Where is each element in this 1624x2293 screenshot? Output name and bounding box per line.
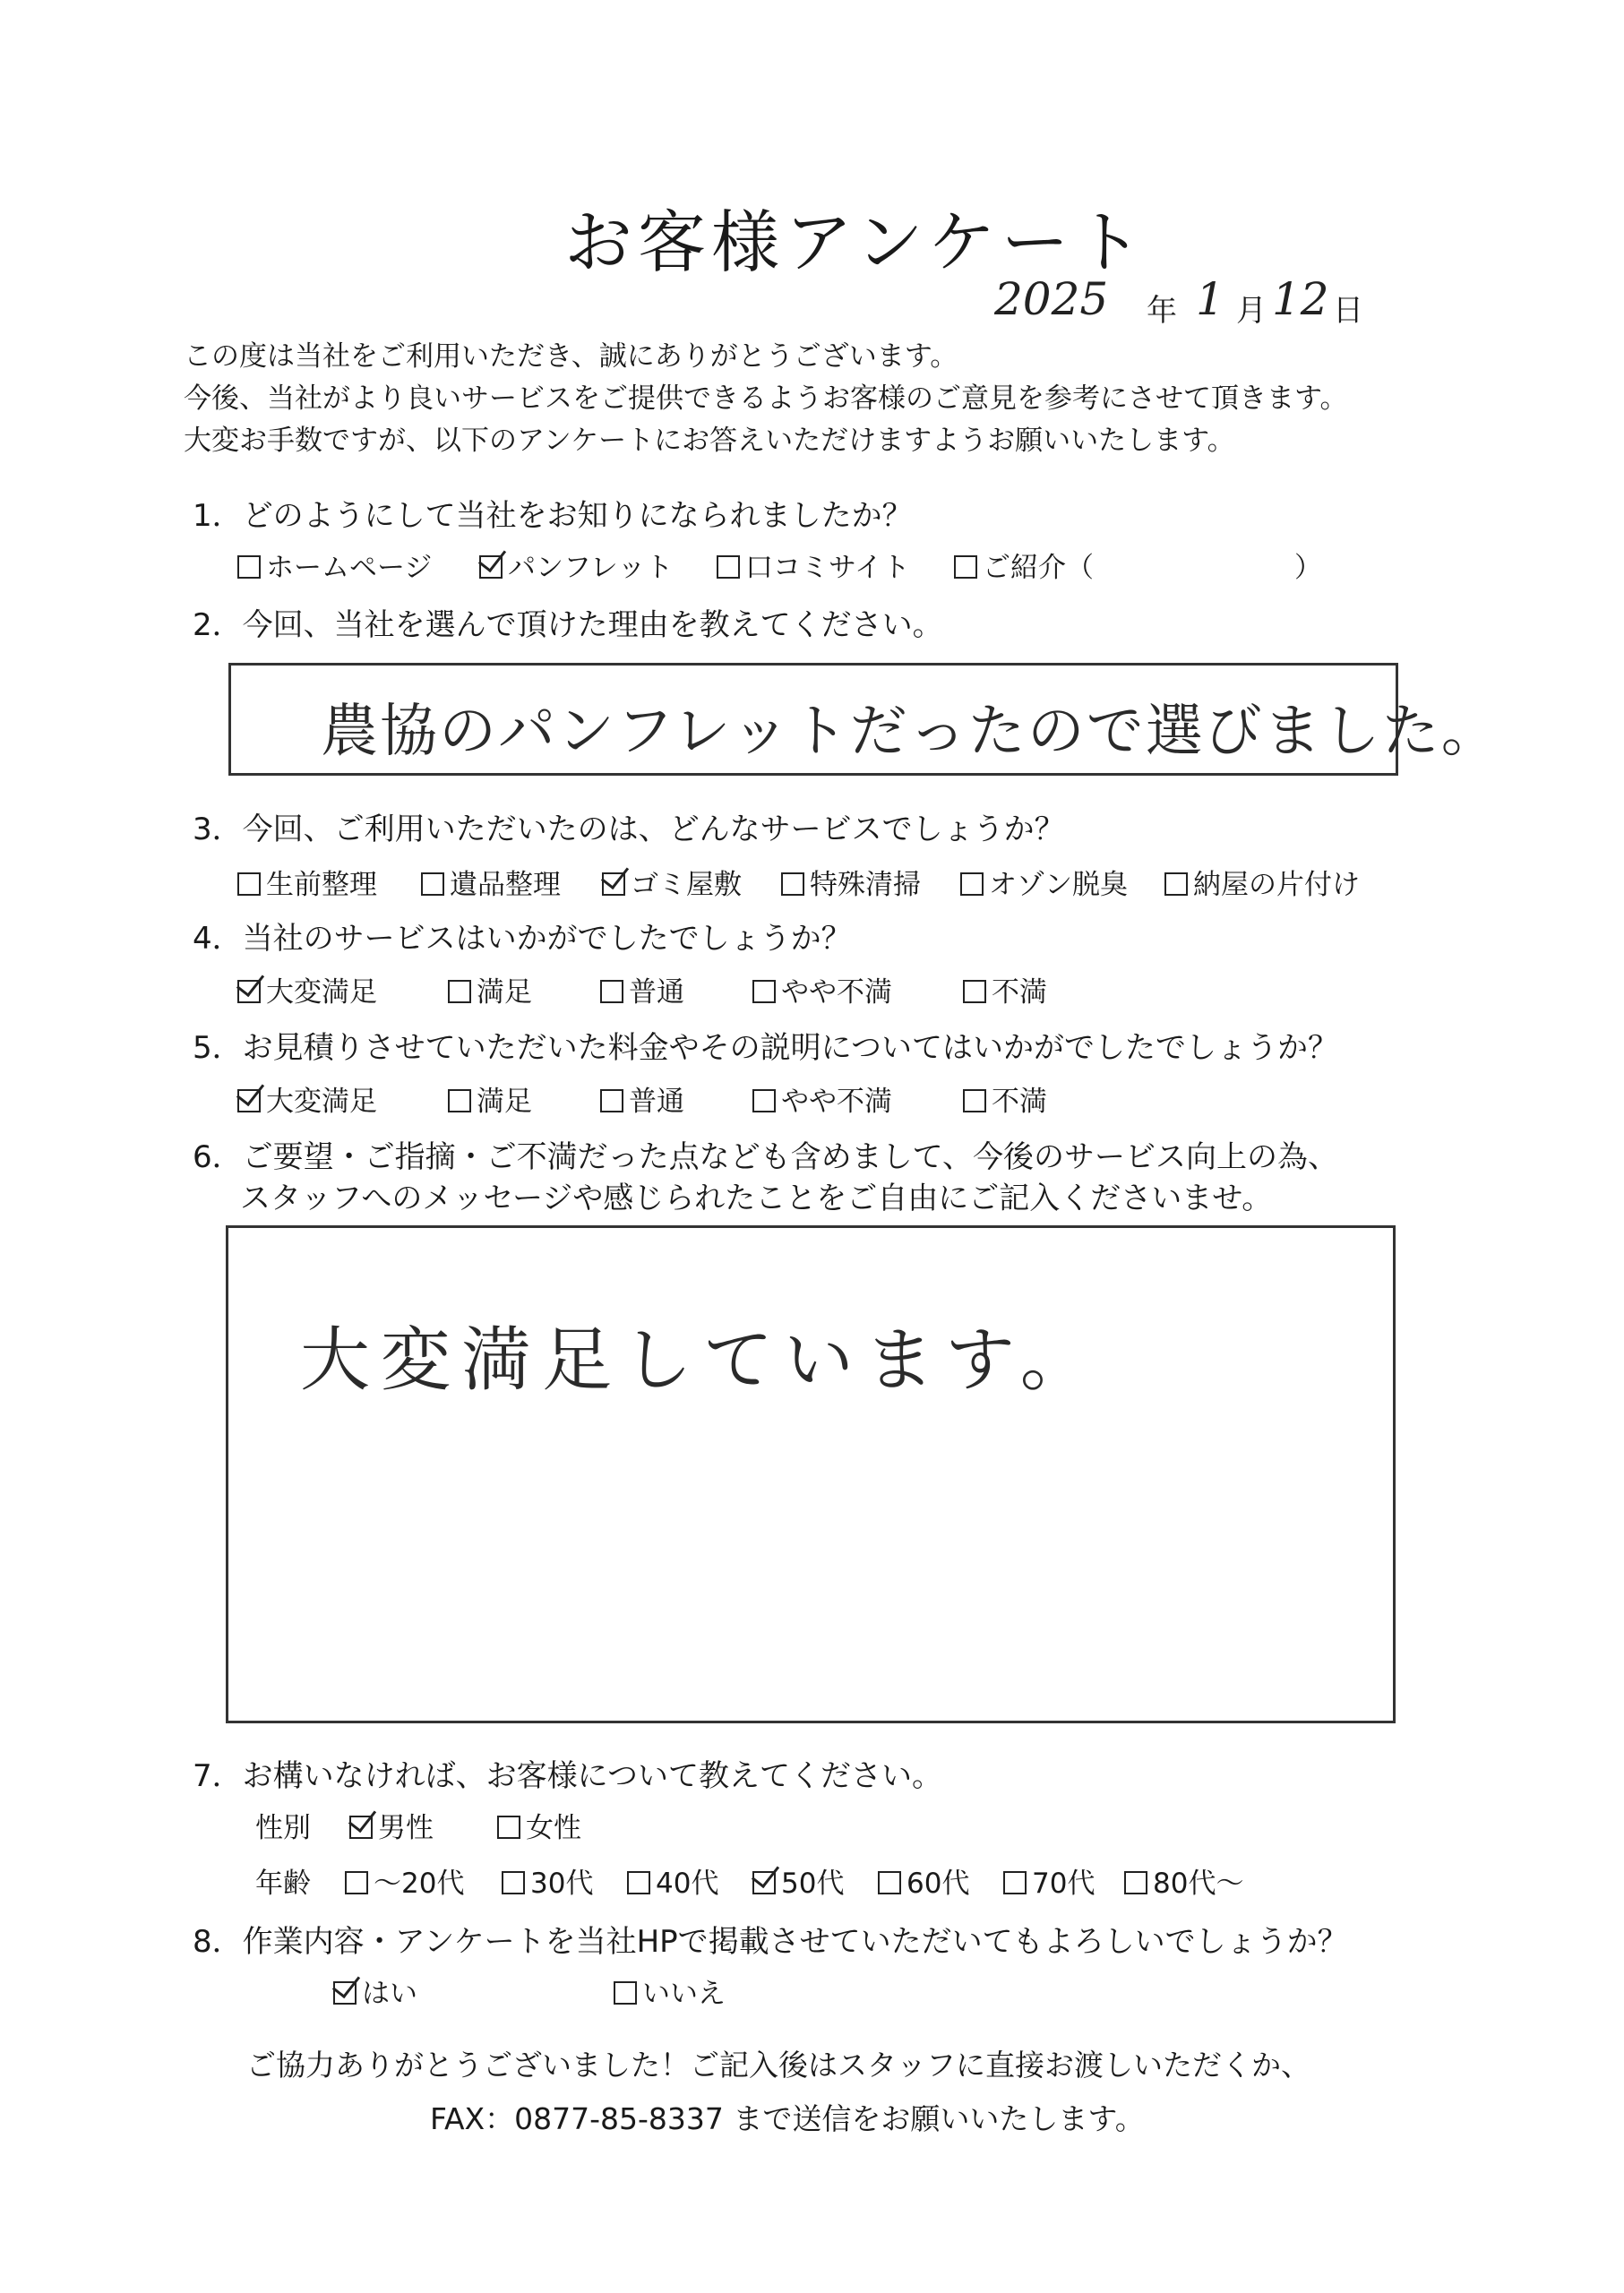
intro-line-2: 今後、当社がより良いサービスをご提供できるようお客様のご意見を参考にさせて頂きます。 [184,382,1348,415]
intro-line-3: 大変お手数ですが、以下のアンケートにお答えいただけますようお願いいたします。 [184,425,1235,457]
q3-option-ozone[interactable]: オゾン脱臭 [960,862,1128,902]
question-6-line-1: 6．ご要望・ご指摘・ご不満だった点なども含めまして、今後のサービス向上の為、 [193,1139,1338,1175]
footer-line-1: ご協力ありがとうございました！ご記入後はスタッフに直接お渡しいただくか、 [246,2048,1310,2083]
checkbox[interactable] [1164,872,1188,896]
q1-option-referral[interactable]: ご紹介（ [954,545,1094,585]
q1-option-homepage[interactable]: ホームページ [237,545,432,585]
checkbox[interactable] [963,980,986,1003]
date-day-label: 日 [1333,293,1363,329]
age-option-40s[interactable]: 40代 [627,1860,718,1901]
q1-referral-close: ） [1294,552,1322,584]
gender-option-male[interactable]: 男性 [349,1805,434,1845]
checkbox[interactable] [502,1871,525,1894]
checkbox[interactable] [878,1871,901,1894]
checkbox[interactable] [448,980,471,1003]
question-1: 1．どのようにして当社をお知りになられましたか？ [193,498,913,534]
q3-option-naya[interactable]: 納屋の片付け [1164,862,1360,902]
checkbox[interactable] [497,1816,520,1839]
age-option-80s-plus[interactable]: 80代～ [1124,1860,1243,1901]
q4-option-very-satisfied[interactable]: 大変満足 [237,969,377,1009]
checkbox[interactable] [627,1871,650,1894]
checkbox-checked[interactable] [602,872,625,896]
question-7: 7．お構いなければ、お客様について教えてください。 [193,1758,942,1794]
checkbox-checked[interactable] [333,1981,357,2005]
q8-option-no[interactable]: いいえ [614,1971,726,2011]
q6-answer-text: 大変満足しています。 [300,1320,1101,1401]
checkbox-checked[interactable] [237,1089,261,1112]
age-option-under-20[interactable]: ～20代 [345,1860,464,1901]
q4-option-satisfied[interactable]: 満足 [448,969,532,1009]
footer-line-2: FAX：0877-85-8337 まで送信をお願いいたします。 [430,2101,1145,2136]
q5-option-dissatisfied[interactable]: 不満 [963,1078,1047,1119]
checkbox-checked[interactable] [752,1871,776,1894]
q1-option-review-site[interactable]: 口コミサイト [717,545,910,585]
q3-option-gomiyashiki[interactable]: ゴミ屋敷 [602,862,742,902]
question-4: 4．当社のサービスはいかがでしたでしょうか？ [193,921,852,957]
checkbox[interactable] [954,555,977,579]
q6-answer-box[interactable] [226,1225,1396,1723]
checkbox[interactable] [717,555,740,579]
checkbox[interactable] [1003,1871,1027,1894]
age-label: 年齢 [255,1868,311,1900]
checkbox[interactable] [600,1089,623,1112]
age-option-60s[interactable]: 60代 [878,1860,969,1901]
gender-option-female[interactable]: 女性 [497,1805,581,1845]
date-month-value: 1 [1196,273,1224,325]
question-2: 2．今回、当社を選んで頂けた理由を教えてください。 [193,607,943,643]
date-year-label: 年 [1147,293,1177,329]
q3-option-ihin[interactable]: 遺品整理 [421,862,561,902]
age-option-70s[interactable]: 70代 [1003,1860,1095,1901]
checkbox[interactable] [1124,1871,1147,1894]
q5-option-normal[interactable]: 普通 [600,1078,684,1119]
q5-option-slightly-dissatisfied[interactable]: やや不満 [752,1078,892,1119]
checkbox[interactable] [237,555,261,579]
q4-option-normal[interactable]: 普通 [600,969,684,1009]
checkbox[interactable] [421,872,444,896]
checkbox[interactable] [345,1871,368,1894]
q8-option-yes[interactable]: はい [333,1971,417,2011]
q3-option-tokushu[interactable]: 特殊清掃 [781,862,921,902]
q5-option-very-satisfied[interactable]: 大変満足 [237,1078,377,1119]
q2-answer-text: 農協のパンフレットだったので選びました。 [321,699,1500,765]
checkbox[interactable] [448,1089,471,1112]
q1-option-pamphlet[interactable]: パンフレット [479,545,673,585]
intro-line-1: この度は当社をご利用いただき、誠にありがとうございます。 [184,340,958,373]
q3-option-seizen[interactable]: 生前整理 [237,862,377,902]
age-option-50s[interactable]: 50代 [752,1860,844,1901]
q5-option-satisfied[interactable]: 満足 [448,1078,532,1119]
date-day-value: 12 [1272,273,1329,325]
checkbox[interactable] [600,980,623,1003]
date-year-value: 2025 [994,273,1109,325]
date-month-label: 月 [1236,293,1267,329]
page-title: お客様アンケート [564,202,1148,282]
checkbox-checked[interactable] [237,980,261,1003]
checkbox-checked[interactable] [349,1816,373,1839]
age-option-30s[interactable]: 30代 [502,1860,593,1901]
question-6-line-2: スタッフへのメッセージや感じられたことをご自由にご記入くださいませ。 [240,1181,1273,1216]
gender-label: 性別 [255,1812,311,1844]
q4-option-slightly-dissatisfied[interactable]: やや不満 [752,969,892,1009]
checkbox[interactable] [752,980,776,1003]
q4-option-dissatisfied[interactable]: 不満 [963,969,1047,1009]
checkbox[interactable] [781,872,804,896]
question-8: 8．作業内容・アンケートを当社HPで掲載させていただいてもよろしいでしょうか？ [193,1924,1348,1960]
checkbox[interactable] [752,1089,776,1112]
checkbox[interactable] [237,872,261,896]
question-5: 5．お見積りさせていただいた料金やその説明についてはいかがでしたでしょうか？ [193,1030,1338,1066]
checkbox[interactable] [960,872,984,896]
question-3: 3．今回、ご利用いただいたのは、どんなサービスでしょうか？ [193,812,1065,847]
checkbox[interactable] [963,1089,986,1112]
checkbox[interactable] [614,1981,637,2005]
q2-answer-box[interactable] [228,663,1500,776]
checkbox-checked[interactable] [479,555,503,579]
